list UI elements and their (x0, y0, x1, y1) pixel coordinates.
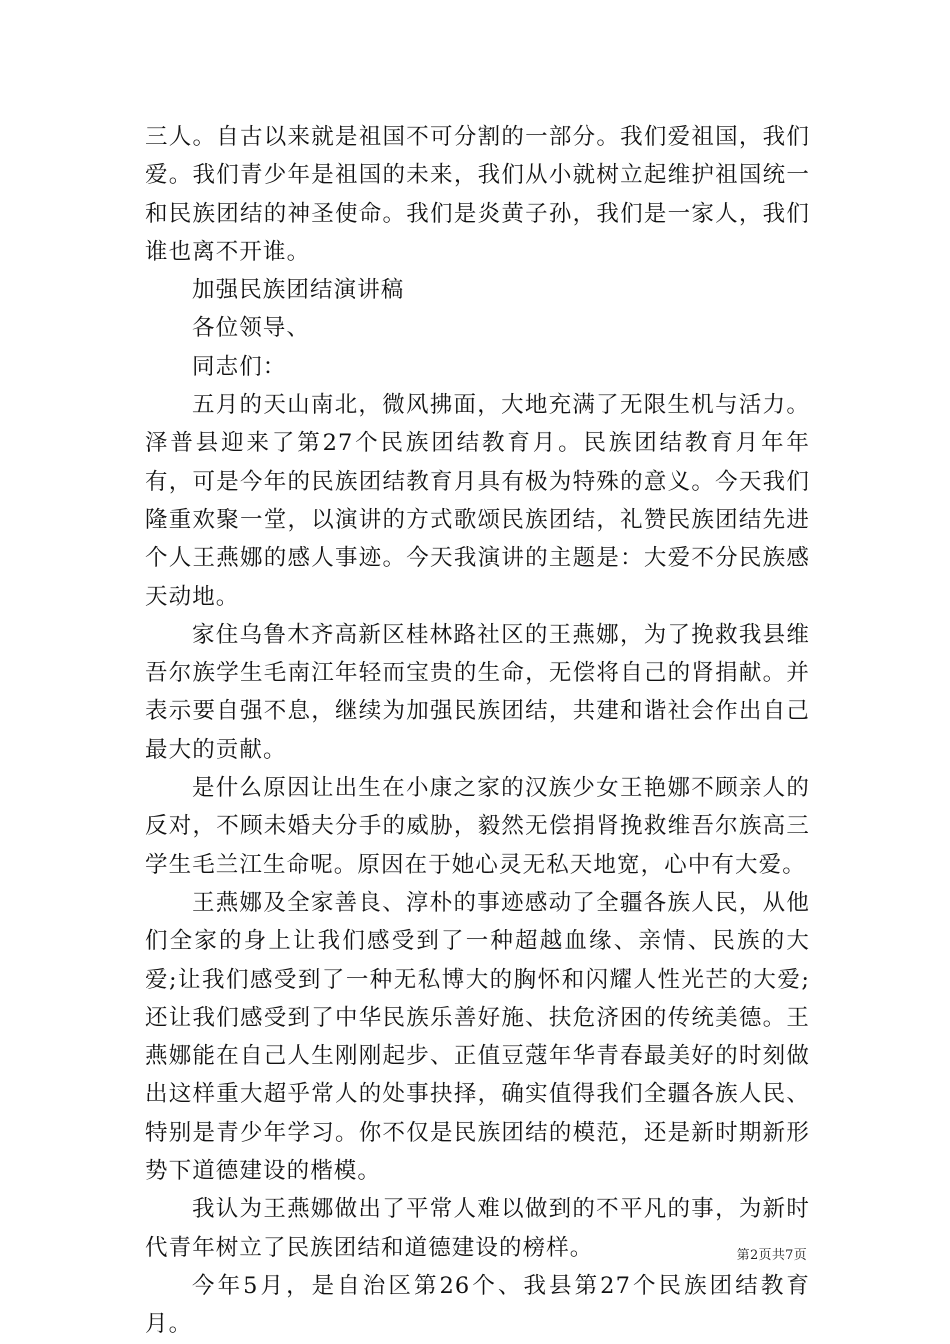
salutation-comrades: 同志们： (192, 353, 287, 380)
document-body (145, 118, 810, 1344)
paragraph-continuation: 三人。自古以来就是祖国不可分割的一部分。我们爱祖国，我们爱。我们青少年是祖国的未来，我们从小就树立起维护祖国统一和民族团结的神圣使命。我们是炎黄子孙，我们是一家人，我们谁也离不开谁。 (145, 124, 810, 265)
paragraph-family-story: 王燕娜及全家善良、淳朴的事迹感动了全疆各族人民，从他们全家的身上让我们感受到了一种超越血缘、亲情、民族的大爱;让我们感受到了一种无私博大的胸怀和闪耀人性光芒的大爱;还让我们感受到了中华民族乐善好施、扶危济困的传统美德。王燕娜能在自己人生刚刚起步、正值豆蔻年华青春最美好的时刻做出这样重大超乎常人的处事抉择，确实值得我们全疆各族人民、特别是青少年学习。你不仅是民族团结的模范，还是新时期新形势下道德建设的楷模。 (145, 889, 810, 1185)
paragraph-may-intro: 五月的天山南北，微风拂面，大地充满了无限生机与活力。泽普县迎来了第27个民族团结教育月。民族团结教育月年年有，可是今年的民族团结教育月具有极为特殊的意义。今天我们隆重欢聚一堂，以演讲的方式歌颂民族团结，礼赞民族团结先进个人王燕娜的感人事迹。今天我演讲的主题是：大爱不分民族感天动地。 (145, 392, 810, 610)
paragraph-reason: 是什么原因让出生在小康之家的汉族少女王艳娜不顾亲人的反对，不顾未婚夫分手的威胁，毅然无偿捐肾挽救维吾尔族高三学生毛兰江生命呢。原因在于她心灵无私天地宽，心中有大爱。 (145, 775, 810, 878)
salutation-leaders: 各位领导、 (192, 315, 311, 342)
page-number: 第2页共7页 (736, 1248, 807, 1263)
speech-title: 加强民族团结演讲稿 (192, 277, 405, 304)
paragraph-education-month: 今年5月，是自治区第26个、我县第27个民族团结教育月。 (145, 1272, 810, 1338)
paragraph-role-model: 我认为王燕娜做出了平常人难以做到的不平凡的事，为新时代青年树立了民族团结和道德建设的榜样。 (145, 1196, 810, 1261)
paragraph-wang-yanna-donation: 家住乌鲁木齐高新区桂林路社区的王燕娜，为了挽救我县维吾尔族学生毛南江年轻而宝贵的生命，无偿将自己的肾捐献。并表示要自强不息，继续为加强民族团结，共建和谐社会作出自己最大的贡献。 (145, 621, 810, 763)
